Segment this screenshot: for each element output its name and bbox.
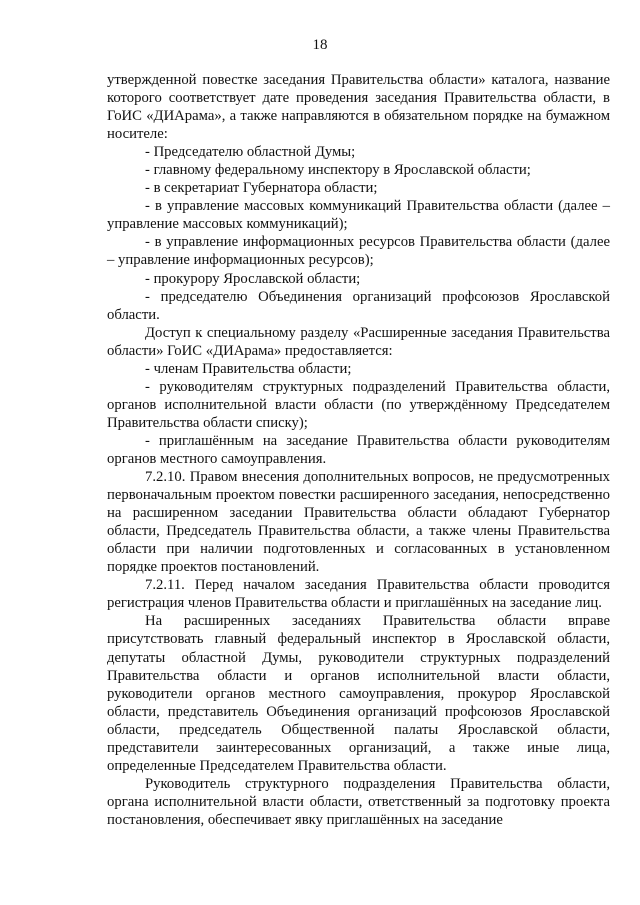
list-item-governor-secretariat: - в секретариат Губернатора области;	[145, 180, 378, 197]
paragraph-7-2-10: 7.2.10. Правом внесения дополнительных вопросов, не предусмотренных первоначальным проектом повестки расширенного заседания, непосредственно на расширенном заседании Правительства области обладают Губернатор области, Председатель Правительства области, а также члены Правительства области при наличии подготовленных и согласованных в установленном порядке проектов постановлений.	[107, 469, 610, 576]
list-item-invited-municipal-heads: - приглашённым на заседание Правительства области руководителям органов местного самоуправления.	[107, 432, 610, 467]
page-number: 18	[312, 37, 328, 53]
list-item-trade-unions: - председателю Объединения организаций профсоюзов Ярославской области.	[107, 288, 610, 323]
list-item-federal-inspector: - главному федеральному инспектору в Ярославской области;	[145, 162, 531, 179]
list-item-duma-chair: - Председателю областной Думы;	[145, 144, 356, 161]
list-item-mass-communications: - в управление массовых коммуникаций Правительства области (далее – управление массовых коммуникаций);	[107, 198, 610, 233]
list-item-department-heads: - руководителям структурных подразделений Правительства области, органов исполнительной власти области (по утверждённому Председателем Правительства области списку);	[107, 378, 610, 431]
paragraph-responsible-head: Руководитель структурного подразделения Правительства области, органа исполнительной власти области, ответственный за подготовку проекта постановления, обеспечивает явку приглашённых на заседание	[107, 775, 610, 828]
list-item-government-members: - членам Правительства области;	[145, 360, 352, 377]
paragraph-attendees: На расширенных заседаниях Правительства области вправе присутствовать главный федеральный инспектор в Ярославской области, депутаты областной Думы, руководители структурных подразделений Правительства области и органов исполнительной власти области, руководители органов местного самоуправления, прокурор Ярославской области, представитель Объединения организаций профсоюзов Ярославской области, председатель Общественной палаты Ярославской области, представители заинтересованных организаций, а также иные лица, определенные Председателем Правительства области.	[107, 613, 610, 774]
list-item-prosecutor: - прокурору Ярославской области;	[145, 270, 361, 287]
paragraph-access: Доступ к специальному разделу «Расширенные заседания Правительства области» ГоИС «ДИАрама» предоставляется:	[107, 324, 610, 359]
list-item-information-resources: - в управление информационных ресурсов Правительства области (далее – управление информационных ресурсов);	[107, 234, 610, 269]
paragraph-catalog-intro: утвержденной повестке заседания Правительства области» каталога, название которого соответствует дате проведения заседания Правительства области, в ГоИС «ДИАрама», а также направляются в обязательном порядке на бумажном носителе:	[107, 72, 610, 143]
document-body	[107, 71, 610, 829]
paragraph-7-2-11: 7.2.11. Перед началом заседания Правительства области проводится регистрация членов Правительства области и приглашённых на заседание лиц.	[107, 577, 610, 612]
